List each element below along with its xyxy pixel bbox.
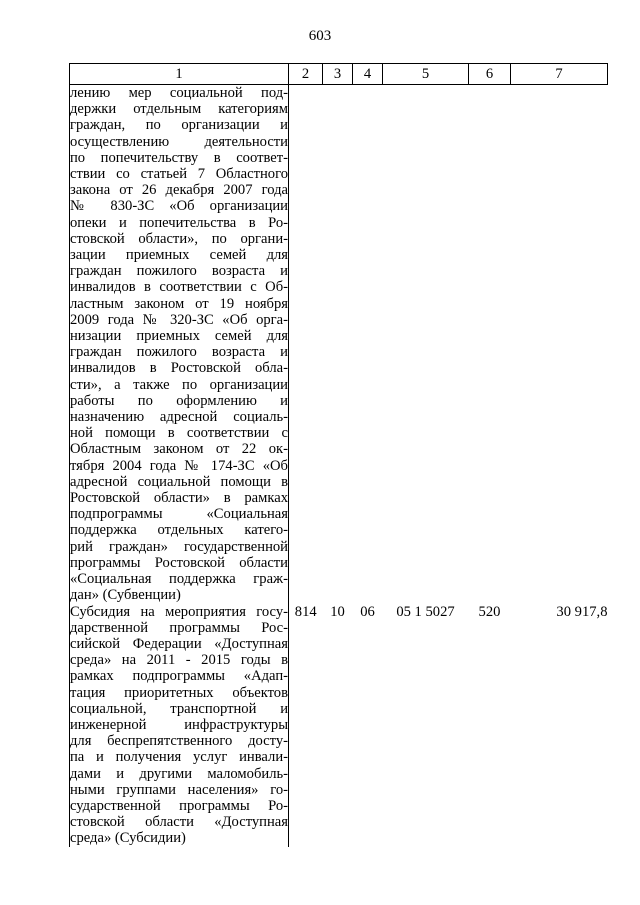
description-line: стовской области «Доступная xyxy=(70,814,288,831)
description-line: инженерной инфраструктуры xyxy=(70,716,288,733)
description-line: граждан пожилого возраста и xyxy=(70,344,288,361)
description-line: работы по оформлению и xyxy=(70,392,288,409)
header-col-7: 7 xyxy=(511,64,608,85)
description-line: инвалидов в соответствии с Об- xyxy=(70,279,288,296)
header-col-4: 4 xyxy=(353,64,383,85)
cell-section: 10 xyxy=(330,603,345,620)
description-line: сийской Федерации «Доступная xyxy=(70,635,288,652)
description-line: граждан, по организации и xyxy=(70,117,288,134)
description-line: па и получения услуг инвали- xyxy=(70,749,288,766)
header-col-2: 2 xyxy=(289,64,323,85)
description-line: дарственной программы Рос- xyxy=(70,619,288,636)
description-line: программы Ростовской области xyxy=(70,554,288,571)
description-line: по попечительству в соответ- xyxy=(70,149,288,166)
description-line: № 830-ЗС «Об организации xyxy=(70,198,288,215)
description-line: зации приемных семей для xyxy=(70,247,288,264)
description-line: тация приоритетных объектов xyxy=(70,684,288,701)
description-line: 2009 года № 320-ЗС «Об орга- xyxy=(70,311,288,328)
header-col-3: 3 xyxy=(323,64,353,85)
cell-expense-type: 520 xyxy=(478,603,501,620)
cell-ministry-code xyxy=(289,85,323,604)
cell-target-article: 05 1 5027 xyxy=(396,603,455,620)
description-line: инвалидов в Ростовской обла- xyxy=(70,360,288,377)
description-line: опеки и попечительства в Ро- xyxy=(70,214,288,231)
description-line: Субсидия на мероприятия госу- xyxy=(70,603,288,620)
description-line: низации приемных семей для xyxy=(70,328,288,345)
description-line: среда» на 2011 - 2015 годы в xyxy=(70,652,288,669)
table-row xyxy=(70,604,608,847)
row-description xyxy=(70,604,289,847)
budget-table xyxy=(69,63,608,847)
description-line: стовской области», по органи- xyxy=(70,230,288,247)
row-description xyxy=(70,85,289,604)
table-body xyxy=(70,85,608,847)
table-row xyxy=(70,85,608,604)
cell-subsection: 06 xyxy=(360,603,375,620)
description-line: ластным законом от 19 ноября xyxy=(70,295,288,312)
description-line: лению мер социальной под- xyxy=(70,85,288,101)
cell-amount xyxy=(511,85,608,604)
cell-ministry-code: 814 xyxy=(294,603,317,620)
description-line: рий граждан» государственной xyxy=(70,538,288,555)
header-col-1: 1 xyxy=(70,64,289,85)
description-line: поддержка отдельных катего- xyxy=(70,522,288,539)
description-line: дан» (Субвенции) xyxy=(70,587,181,604)
description-line: сти», а также по организации xyxy=(70,376,288,393)
description-line: среда» (Субсидии) xyxy=(70,830,186,847)
description-line: назначению адресной социаль- xyxy=(70,409,288,426)
cell-subsection xyxy=(353,85,383,604)
cell-expense-type xyxy=(469,85,511,604)
header-row xyxy=(70,64,608,85)
description-line: сударственной программы Ро- xyxy=(70,797,288,814)
description-line: «Социальная поддержка граж- xyxy=(70,571,288,588)
description-line: тября 2004 года № 174-ЗС «Об xyxy=(70,457,288,474)
description-line: ствии со статьей 7 Областного xyxy=(70,166,288,183)
description-line: адресной социальной помощи в xyxy=(70,473,288,490)
description-line: дами и другими маломобиль- xyxy=(70,765,288,782)
description-line: Ростовской области» в рамках xyxy=(70,490,288,507)
description-line: ными группами населения» го- xyxy=(70,781,288,798)
description-line: рамках подпрограммы «Адап- xyxy=(70,668,288,685)
description-line: держки отдельным категориям xyxy=(70,101,288,118)
description-line: подпрограммы «Социальная xyxy=(70,506,288,523)
description-line: для беспрепятственного досту- xyxy=(70,733,288,750)
description-line: закона от 26 декабря 2007 года xyxy=(70,182,288,199)
description-line: осуществлению деятельности xyxy=(70,133,288,150)
header-col-6: 6 xyxy=(469,64,511,85)
description-line: социальной, транспортной и xyxy=(70,700,288,717)
description-line: ной помощи в соответствии с xyxy=(70,425,288,442)
cell-target-article xyxy=(383,85,469,604)
description-line: граждан пожилого возраста и xyxy=(70,263,288,280)
cell-amount: 30 917,8 xyxy=(556,603,608,620)
table-header xyxy=(70,64,608,85)
cell-section xyxy=(323,85,353,604)
description-line: Областным законом от 22 ок- xyxy=(70,441,288,458)
page-number: 603 xyxy=(308,28,332,44)
header-col-5: 5 xyxy=(383,64,469,85)
